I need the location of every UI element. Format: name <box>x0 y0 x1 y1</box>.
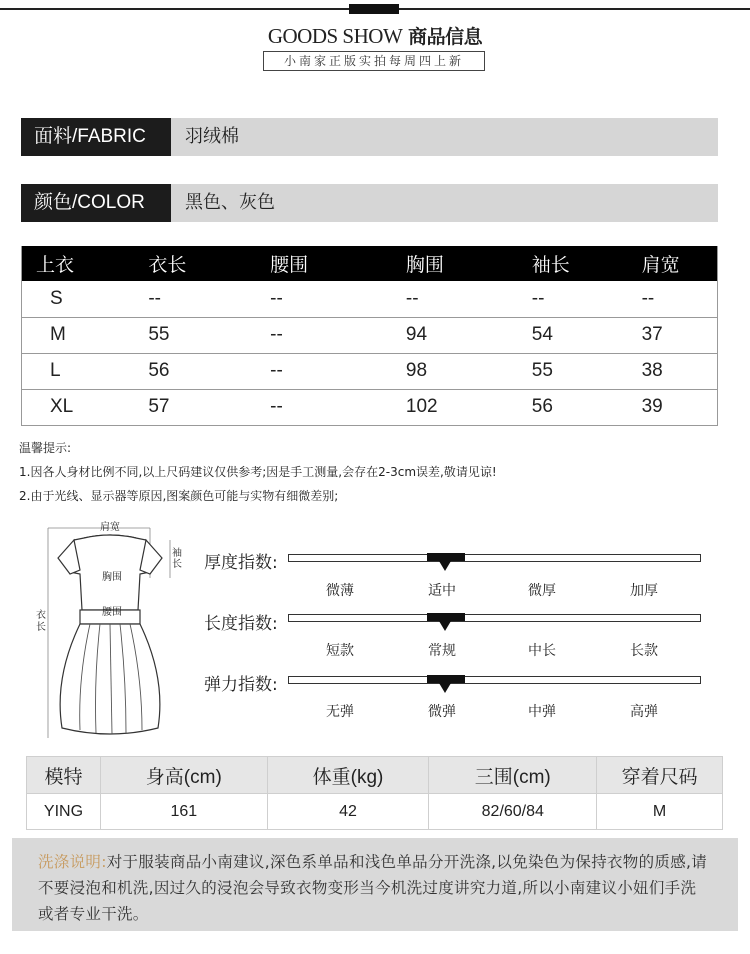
color-value: 黑色、灰色 <box>185 192 275 213</box>
fabric-label: 面料/FABRIC <box>21 118 171 156</box>
size-cell: 57 <box>134 389 252 425</box>
fabric-row <box>21 118 718 156</box>
index-elastic-option: 高弹 <box>630 704 658 720</box>
size-table-header <box>22 246 718 281</box>
model-table-header <box>27 757 723 794</box>
index-elastic-label: 弹力指数: <box>204 675 278 695</box>
index-thickness-arrow <box>439 561 451 571</box>
index-elastic-arrow <box>439 683 451 693</box>
label-sleeve: 袖长 <box>172 548 182 570</box>
index-length-label: 长度指数: <box>204 614 278 634</box>
index-thickness-option: 适中 <box>428 583 456 599</box>
size-header-chest: 胸围 <box>388 246 512 281</box>
size-cell: M <box>22 317 135 353</box>
model-header-size: 穿着尺码 <box>597 757 723 794</box>
size-cell: -- <box>252 389 388 425</box>
label-chest: 胸围 <box>102 572 122 583</box>
size-cell: S <box>22 281 135 317</box>
index-elastic-marker <box>427 675 465 683</box>
index-length-option: 短款 <box>326 643 354 659</box>
color-label: 颜色/COLOR <box>21 184 171 222</box>
index-thickness-bar <box>288 554 701 562</box>
index-length-bar <box>288 614 701 622</box>
index-length-marker <box>427 613 465 621</box>
index-thickness-option: 加厚 <box>630 583 658 599</box>
table-row <box>22 353 718 389</box>
size-cell: 56 <box>134 353 252 389</box>
size-cell: -- <box>620 281 718 317</box>
dress-illustration <box>34 518 194 746</box>
dress-measure-diagram <box>34 518 194 746</box>
color-row <box>21 184 718 222</box>
table-row <box>22 389 718 425</box>
tips-line-2: 2.由于光线、显示器等原因,图案颜色可能与实物有细微差别; <box>19 489 339 503</box>
index-length-option: 常规 <box>428 643 456 659</box>
size-table <box>21 246 718 426</box>
page-title <box>0 22 750 49</box>
model-header-weight: 体重(kg) <box>267 757 429 794</box>
tips-line-1: 1.因各人身材比例不同,以上尺码建议仅供参考;因是手工测量,会存在2-3cm误差,敬请见谅! <box>19 465 497 479</box>
table-row <box>27 794 723 830</box>
size-cell: -- <box>512 281 620 317</box>
tips-title: 温馨提示: <box>19 441 72 455</box>
index-length-arrow <box>439 621 451 631</box>
size-cell: 94 <box>388 317 512 353</box>
label-length: 衣长 <box>36 610 46 633</box>
model-name: YING <box>27 794 101 830</box>
size-cell: 55 <box>512 353 620 389</box>
index-thickness-option: 微厚 <box>528 583 556 599</box>
size-cell: XL <box>22 389 135 425</box>
index-thickness-marker <box>427 553 465 561</box>
size-cell: L <box>22 353 135 389</box>
index-elastic-option: 微弹 <box>428 704 456 720</box>
model-size: M <box>597 794 723 830</box>
model-header-model: 模特 <box>27 757 101 794</box>
washing-note-title: 洗涤说明: <box>38 853 107 871</box>
page-subtitle: 小南家正版实拍每周四上新 <box>263 51 485 71</box>
label-shoulder: 肩宽 <box>100 522 120 533</box>
size-cell: -- <box>252 281 388 317</box>
label-waist: 腰围 <box>102 607 122 618</box>
size-header-length: 衣长 <box>134 246 252 281</box>
model-measurements: 82/60/84 <box>429 794 597 830</box>
size-header-waist: 腰围 <box>252 246 388 281</box>
index-length-option: 长款 <box>630 643 658 659</box>
size-cell: 37 <box>620 317 718 353</box>
size-cell: 55 <box>134 317 252 353</box>
index-length-option: 中长 <box>528 643 556 659</box>
index-elastic-bar <box>288 676 701 684</box>
index-elastic-option: 无弹 <box>326 704 354 720</box>
size-header-shoulder: 肩宽 <box>620 246 718 281</box>
table-row <box>22 281 718 317</box>
fabric-value: 羽绒棉 <box>185 126 239 147</box>
size-cell: 39 <box>620 389 718 425</box>
washing-note <box>12 838 738 931</box>
model-table <box>26 756 723 830</box>
model-header-height: 身高(cm) <box>100 757 267 794</box>
size-cell: 56 <box>512 389 620 425</box>
index-thickness-label: 厚度指数: <box>204 553 278 573</box>
size-cell: 38 <box>620 353 718 389</box>
size-header-sleeve: 袖长 <box>512 246 620 281</box>
size-cell: -- <box>388 281 512 317</box>
size-cell: 98 <box>388 353 512 389</box>
index-elastic-option: 中弹 <box>528 704 556 720</box>
size-cell: -- <box>252 353 388 389</box>
model-header-measurements: 三围(cm) <box>429 757 597 794</box>
tips-block <box>19 436 497 508</box>
model-height: 161 <box>100 794 267 830</box>
size-cell: 54 <box>512 317 620 353</box>
model-weight: 42 <box>267 794 429 830</box>
size-header-top: 上衣 <box>22 246 135 281</box>
size-cell: 102 <box>388 389 512 425</box>
header-tab-mark <box>349 4 399 14</box>
index-thickness-option: 微薄 <box>326 583 354 599</box>
page-title-cn: 商品信息 <box>408 26 483 48</box>
size-cell: -- <box>134 281 252 317</box>
table-row <box>22 317 718 353</box>
washing-note-text: 对于服装商品小南建议,深色系单品和浅色单品分开洗涤,以免染色为保持衣物的质感,请不要浸泡和机洗,因过久的浸泡会导致衣物变形当今机洗过度讲究力道,所以小南建议小妞们手洗或者专业干洗。 <box>38 853 708 923</box>
size-cell: -- <box>252 317 388 353</box>
page-title-en: GOODS SHOW <box>267 24 403 48</box>
